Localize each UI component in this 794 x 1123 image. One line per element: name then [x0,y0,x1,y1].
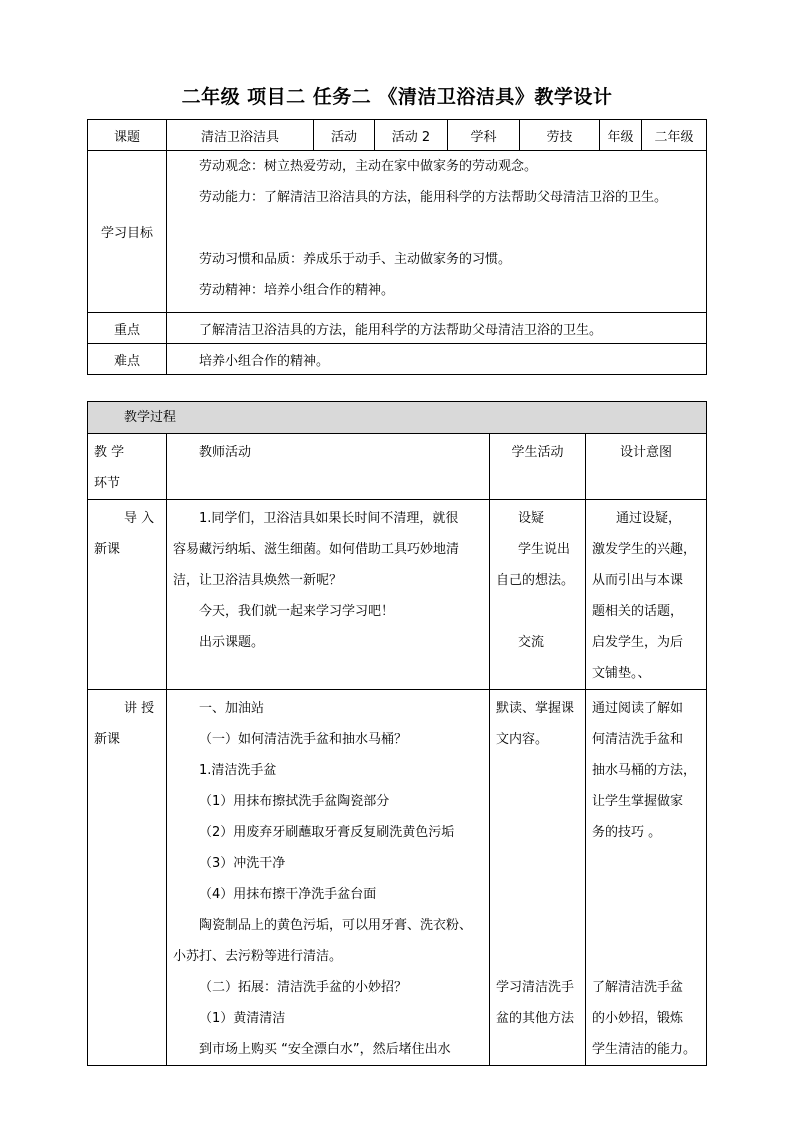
text-line: 题相关的话题， [592,604,684,619]
text-line: 文内容。 [496,732,549,747]
teach-row [88,690,707,1066]
lesson-info-table [87,119,707,375]
text-line: 出示课题。 [199,635,265,650]
goal-item: 劳动精神：培养小组合作的精神。 [199,283,395,298]
text-line: 洁，让卫浴洁具焕然一新呢？ [173,573,343,588]
text-line: （1）黄清清洁 [199,1011,286,1026]
text-line: （二）拓展：清洁洗手盆的小妙招？ [199,980,408,995]
activity-label: 活动 [314,120,375,151]
goal-item: 劳动习惯和品质：养成乐于动手、主动做家务的习惯。 [199,252,512,267]
intro-row [88,500,707,690]
goal-item: 劳动观念：树立热爱劳动，主动在家中做家务的劳动观念。 [199,159,538,174]
page-title: 二年级 项目二 任务二 《清洁卫浴洁具》教学设计 [181,86,613,108]
text-line: 盆的其他方法 [496,1011,575,1026]
grade-value: 二年级 [642,120,707,151]
topic-row [88,120,707,151]
text-line: 自己的想法。 [496,573,575,588]
text-line: 陶瓷制品上的黄色污垢，可以用牙膏、洗衣粉、 [199,918,473,933]
text-line: 通过设疑， [616,511,682,526]
text-line: 一、加油站 [199,701,265,716]
text-line: （2）用废弃牙刷蘸取牙膏反复刷洗黄色污垢 [199,825,455,840]
text-line: 交流 [518,635,545,650]
text-line: 启发学生，为后 [592,635,684,650]
difficulty-label: 难点 [88,344,167,375]
text-line: 今天，我们就一起来学习学习吧！ [199,604,395,619]
topic-label: 课题 [88,120,167,151]
text-line: 学生说出 [518,542,571,557]
text-line: 学习清洁洗手 [496,980,575,995]
text-line: 设疑 [518,511,545,526]
teacher-header: 教师活动 [167,434,490,500]
process-header: 教学过程 [88,402,707,434]
text-line: 从而引出与本课 [592,573,684,588]
goals-row [88,151,707,313]
text-line: （1）用抹布擦拭洗手盆陶瓷部分 [199,794,390,809]
goals-cell [167,151,707,313]
subject-label: 学科 [448,120,520,151]
intro-student [490,500,586,690]
text-line: 的小妙招，锻炼 [592,1011,684,1026]
text-line: 务的技巧 。 [592,825,662,840]
process-table [87,401,707,1066]
text-line: 激发学生的兴趣， [592,542,697,557]
text-line: 通过阅读了解如 [592,701,684,716]
topic-value: 清洁卫浴洁具 [167,120,314,151]
text-line: 小苏打、去污粉等进行清洁。 [173,949,343,964]
text-line: 抽水马桶的方法， [592,763,697,778]
difficulty-value: 培养小组合作的精神。 [167,344,707,375]
key-row [88,313,707,344]
column-header-row [88,434,707,500]
key-value: 了解清洁卫浴洁具的方法，能用科学的方法帮助父母清洁卫浴的卫生。 [167,313,707,344]
spacer [490,755,585,972]
intro-stage [88,500,167,690]
stage-line: 新课 [94,732,121,747]
activity-value: 活动 2 [375,120,448,151]
stage-line: 讲 授 [124,701,155,716]
process-header-row [88,402,707,434]
stage-line: 导 入 [124,511,155,526]
spacer [586,848,706,972]
subject-value: 劳技 [520,120,600,151]
goals-label: 学习目标 [88,151,167,313]
teach-stage [88,690,167,1066]
grade-label: 年级 [600,120,642,151]
text-line: 学生清洁的能力。 [592,1042,697,1057]
text-line: 1.清洁洗手盆 [199,763,277,778]
text-line: 文铺垫。、 [592,666,651,681]
text-line: 何清洁洗手盆和 [592,732,684,747]
difficulty-row [88,344,707,375]
text-line: 让学生掌握做家 [592,794,684,809]
intro-intent [586,500,707,690]
stage-header [88,434,167,500]
goal-item: 劳动能力：了解清洁卫浴洁具的方法，能用科学的方法帮助父母清洁卫浴的卫生。 [199,190,668,205]
teach-teacher [167,690,490,1066]
text-line: （4）用抹布擦干净洗手盆台面 [199,887,377,902]
stage-line: 新课 [94,542,121,557]
intro-teacher [167,500,490,690]
text-line: 了解清洁洗手盆 [592,980,684,995]
intent-header: 设计意图 [586,434,707,500]
text-line: 容易藏污纳垢、滋生细菌。如何借助工具巧妙地清 [173,542,460,557]
key-label: 重点 [88,313,167,344]
text-line [490,596,585,627]
text-line: 默读、掌握课 [496,701,575,716]
text-line: 到市场上购买 “安全漂白水”，然后堵住出水 [199,1042,451,1057]
text-line: 1.同学们，卫浴洁具如果长时间不清理，就很 [199,511,459,526]
stage-header-line: 教 学 [94,445,125,460]
text-line: （一）如何清洁洗手盆和抽水马桶？ [199,732,408,747]
student-header: 学生活动 [490,434,586,500]
stage-header-line: 环节 [94,476,121,491]
teach-student [490,690,586,1066]
teach-intent [586,690,707,1066]
text-line: （3）冲洗干净 [199,856,286,871]
